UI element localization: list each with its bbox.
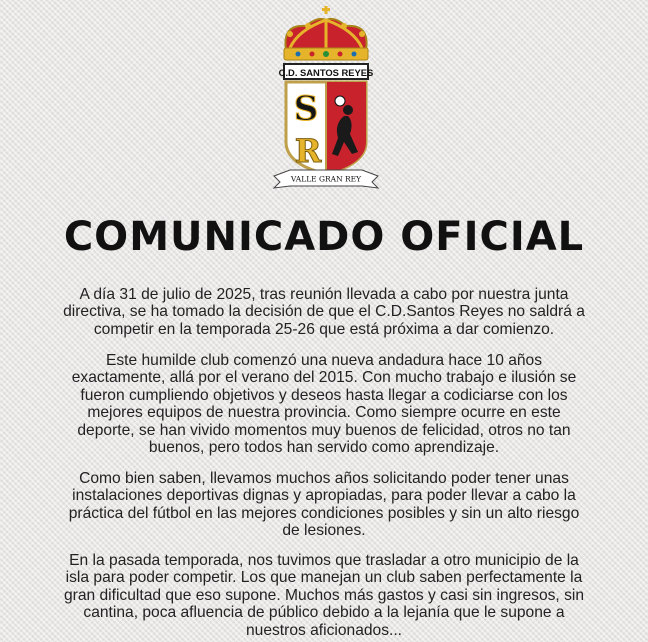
paragraph-2: Este humilde club comenzó una nueva andadura hace 10 años exactamente, allá por el verano del 2015. Con mucho trabajo e ilusión se fueron cumpliendo objetivos y deseos hasta llegar a codiciarse con los mejores equipos de nuestra provincia. Como siempre ocurre en este deporte, se han vivido momentos muy buenos de felicidad, otros no tan buenos, pero todos han servido como aprendizaje. bbox=[71, 352, 577, 457]
crest-ribbon-text: VALLE GRAN REY bbox=[290, 174, 362, 184]
paragraph-4: En la pasada temporada, nos tuvimos que trasladar a otro municipio de la isla para poder competir. Los que manejan un club saben perfectamente la gran dificultad que eso supone. Muchos más gastos y casi sin ingresos, sin cantina, poca afluencia de público debido a la lejanía que le supone a nuestros aficionados... bbox=[63, 552, 585, 639]
crown-icon bbox=[284, 6, 368, 60]
crest-club-name: C.D. SANTOS REYES bbox=[278, 67, 374, 78]
club-crest-logo bbox=[268, 6, 384, 190]
paragraph-1: A día 31 de julio de 2025, tras reunión llevada a cabo por nuestra junta directiva, se ha tomado la decisión de que el C.D.Santos Reyes no saldrá a competir en la temporada 25-26 que está próxima a dar comienzo. bbox=[63, 286, 585, 338]
svg-text:S: S bbox=[293, 89, 319, 129]
page-title: COMUNICADO OFICIAL bbox=[63, 214, 585, 260]
svg-text:R: R bbox=[294, 132, 322, 170]
paragraph-3: Como bien saben, llevamos muchos años solicitando poder tener unas instalaciones deportivas dignas y apropiadas, para poder llevar a cabo la práctica del fútbol en las mejores condiciones posibles y sin un alto riesgo de lesiones. bbox=[68, 470, 580, 540]
